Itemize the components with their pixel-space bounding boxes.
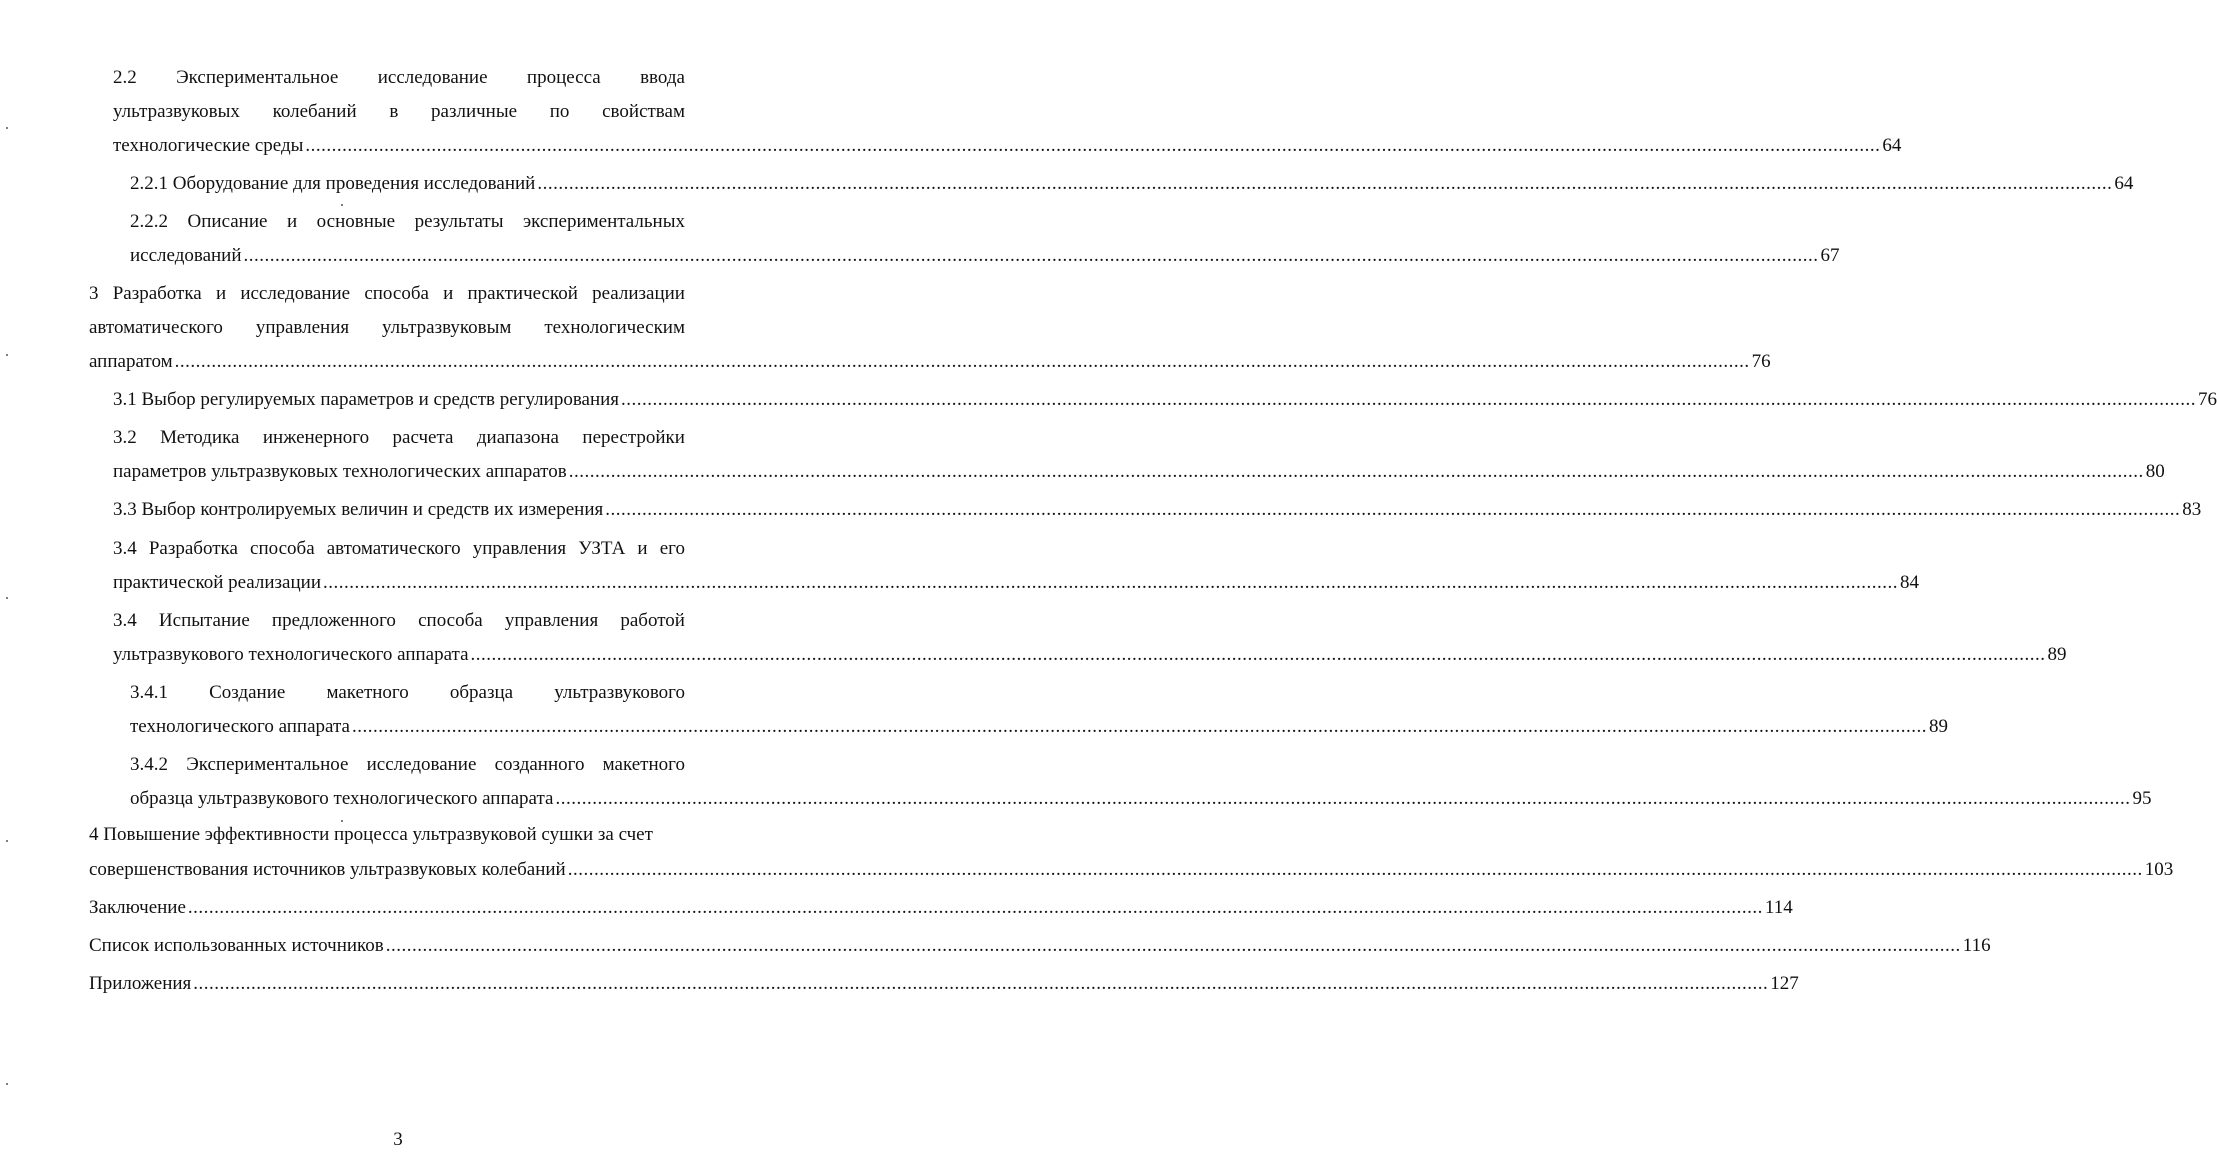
section-number: 2.2.2 <box>130 211 168 232</box>
section-number: 3.4.1 <box>130 682 168 703</box>
word: макетного <box>326 682 409 703</box>
toc-entry-2-2-2-line-2[interactable] <box>130 244 1840 268</box>
word: управления <box>255 317 350 338</box>
toc-entry-3-4-2-line-1 <box>130 753 685 777</box>
page-ref: 84 <box>1900 572 1919 593</box>
word: работой <box>620 610 685 631</box>
toc-entry-3-4-b-line-1 <box>113 609 685 633</box>
entry-title-tail: исследований <box>130 245 242 266</box>
entry-title-tail: образца ультразвукового технологического аппарата <box>130 788 554 809</box>
word: образца <box>449 682 514 703</box>
word: Методика <box>160 427 240 448</box>
toc-entry-2-2-line-2 <box>113 100 685 124</box>
word: автоматического <box>89 317 223 338</box>
scan-speck <box>341 820 343 822</box>
toc-entry-3-3[interactable] <box>113 498 2202 522</box>
page-ref: 89 <box>2047 644 2067 665</box>
scan-speck <box>6 597 8 599</box>
entry-title-tail: аппаратом <box>89 351 173 372</box>
scan-speck <box>6 1083 8 1085</box>
word: управления <box>504 610 599 631</box>
page-ref: 95 <box>2132 788 2152 809</box>
word: и <box>637 538 648 559</box>
word: расчета <box>392 427 454 448</box>
entry-title-tail: ультразвукового технологического аппарата <box>113 644 469 665</box>
word: практической <box>467 283 578 304</box>
word: способа <box>418 610 483 631</box>
toc-entry-3-4-a-line-2[interactable] <box>113 571 1919 595</box>
scan-speck <box>6 127 8 129</box>
dot-leader: ............................................................................................................................................................................................................................................................................................................ <box>187 897 1763 918</box>
word: макетного <box>602 754 685 775</box>
word: Экспериментальное <box>176 67 339 88</box>
page-ref: 76 <box>1751 351 1771 372</box>
page-ref: 103 <box>2144 859 2174 880</box>
toc-entry-2-2-2-line-1 <box>130 210 685 234</box>
dot-leader: ............................................................................................................................................................................................................................................................................................................ <box>385 935 1961 956</box>
word: по <box>549 101 570 122</box>
word: экспериментальных <box>523 211 685 232</box>
page-ref: 64 <box>1882 135 1902 156</box>
toc-entry-conclusion[interactable] <box>89 896 1793 920</box>
toc-entry-2-2-line-1 <box>113 66 685 90</box>
word: результаты <box>414 211 504 232</box>
word: УЗТА <box>578 538 626 559</box>
entry-title: Приложения <box>89 973 192 994</box>
entry-title-tail: технологические среды <box>113 135 304 156</box>
page-ref: 114 <box>1764 897 1793 918</box>
scan-speck <box>341 204 343 206</box>
word: процесса <box>526 67 601 88</box>
toc-entry-3-line-2 <box>89 316 685 340</box>
toc-entry-appendices[interactable] <box>89 972 1799 996</box>
word: реализации <box>592 283 685 304</box>
page-ref: 80 <box>2145 461 2165 482</box>
page-ref: 64 <box>2114 173 2134 194</box>
dot-leader: ............................................................................................................................................................................................................................................................................................................ <box>555 788 2131 809</box>
word: ультразвуковых <box>113 101 240 122</box>
word: инженерного <box>262 427 370 448</box>
word: различные <box>431 101 518 122</box>
toc-entry-3-line-3[interactable] <box>89 350 1771 374</box>
toc-entry-3-1[interactable] <box>113 388 2217 412</box>
toc-entry-references[interactable] <box>89 934 1991 958</box>
entry-line: Повышение эффективности процесса ультразвуковой сушки за счет <box>103 824 653 845</box>
word: основные <box>316 211 396 232</box>
toc-entry-3-4-a-line-1 <box>113 537 685 561</box>
toc-entry-3-line-1 <box>89 282 685 306</box>
section-number: 3 <box>89 283 99 304</box>
page-ref: 127 <box>1770 973 1799 994</box>
entry-title-tail: совершенствования источников ультразвуковых колебаний <box>89 859 566 880</box>
word: в <box>389 101 399 122</box>
section-number: 3.4 <box>113 538 137 559</box>
toc-entry-4-line-2[interactable] <box>89 858 2174 882</box>
toc-entry-3-4-2-line-2[interactable] <box>130 787 2152 811</box>
word: способа <box>364 283 429 304</box>
dot-leader: ............................................................................................................................................................................................................................................................................................................ <box>193 973 1769 994</box>
word: исследование <box>240 283 351 304</box>
section-number: 3.2 <box>113 427 137 448</box>
word: способа <box>250 538 315 559</box>
page-ref: 89 <box>1928 716 1948 737</box>
word: созданного <box>494 754 585 775</box>
dot-leader: ............................................................................................................................................................................................................................................................................................................ <box>470 644 2046 665</box>
word: диапазона <box>476 427 559 448</box>
word: колебаний <box>272 101 357 122</box>
scan-speck <box>6 840 8 842</box>
section-number: 3.4.2 <box>130 754 168 775</box>
entry-title: 3.3 Выбор контролируемых величин и средств их измерения <box>113 499 604 520</box>
toc-entry-2-2-1[interactable] <box>130 172 2134 196</box>
toc-entry-3-2-line-2[interactable] <box>113 460 2165 484</box>
dot-leader: ............................................................................................................................................................................................................................................................................................................ <box>537 173 2113 194</box>
dot-leader: ............................................................................................................................................................................................................................................................................................................ <box>568 461 2144 482</box>
dot-leader: ............................................................................................................................................................................................................................................................................................................ <box>605 499 2181 520</box>
toc-entry-3-2-line-1 <box>113 426 685 450</box>
page-ref: 67 <box>1820 245 1840 266</box>
word: управления <box>472 538 567 559</box>
entry-title-tail: технологического аппарата <box>130 716 350 737</box>
word: и <box>443 283 454 304</box>
word: его <box>659 538 685 559</box>
word: Испытание <box>158 610 250 631</box>
toc-entry-3-4-1-line-1 <box>130 681 685 705</box>
word: автоматического <box>326 538 461 559</box>
word: перестройки <box>582 427 685 448</box>
page-number: 3 <box>393 1129 403 1150</box>
toc-entry-3-4-b-line-2[interactable] <box>113 643 2067 667</box>
word: предложенного <box>271 610 396 631</box>
toc-entry-4-line-1 <box>89 823 685 847</box>
toc-entry-2-2-line-3[interactable] <box>113 134 1902 158</box>
scan-speck <box>6 354 8 356</box>
dot-leader: ............................................................................................................................................................................................................................................................................................................ <box>621 389 2197 410</box>
word: Создание <box>209 682 286 703</box>
word: ультразвуковым <box>382 317 512 338</box>
word: ввода <box>640 67 685 88</box>
dot-leader: ............................................................................................................................................................................................................................................................................................................ <box>243 245 1819 266</box>
dot-leader: ............................................................................................................................................................................................................................................................................................................ <box>351 716 1927 737</box>
dot-leader: ............................................................................................................................................................................................................................................................................................................ <box>567 859 2143 880</box>
word: свойствам <box>602 101 685 122</box>
entry-title: Список использованных источников <box>89 935 384 956</box>
word: и <box>286 211 298 232</box>
dot-leader: ............................................................................................................................................................................................................................................................................................................ <box>174 351 1750 372</box>
section-number: 2.2 <box>113 67 137 88</box>
page-ref: 83 <box>2182 499 2202 520</box>
section-number: 4 <box>89 824 99 845</box>
dot-leader: ............................................................................................................................................................................................................................................................................................................ <box>323 572 1898 593</box>
toc-entry-3-4-1-line-2[interactable] <box>130 715 1948 739</box>
word: ультразвукового <box>554 682 685 703</box>
word: исследование <box>377 67 488 88</box>
entry-title-tail: практической реализации <box>113 572 321 593</box>
word: технологическим <box>544 317 685 338</box>
page-ref: 116 <box>1962 935 1991 956</box>
entry-title-tail: параметров ультразвуковых технологических аппаратов <box>113 461 567 482</box>
entry-title: 2.2.1 Оборудование для проведения исследований <box>130 173 536 194</box>
word: и <box>215 283 227 304</box>
dot-leader: ............................................................................................................................................................................................................................................................................................................ <box>305 135 1881 156</box>
word: Разработка <box>112 283 202 304</box>
entry-title: 3.1 Выбор регулируемых параметров и средств регулирования <box>113 389 620 410</box>
word: Экспериментальное <box>186 754 349 775</box>
section-number: 3.4 <box>113 610 137 631</box>
word: Разработка <box>148 538 238 559</box>
word: исследование <box>366 754 477 775</box>
page-ref: 76 <box>2198 389 2217 410</box>
word: Описание <box>187 211 268 232</box>
entry-title: Заключение <box>89 897 186 918</box>
